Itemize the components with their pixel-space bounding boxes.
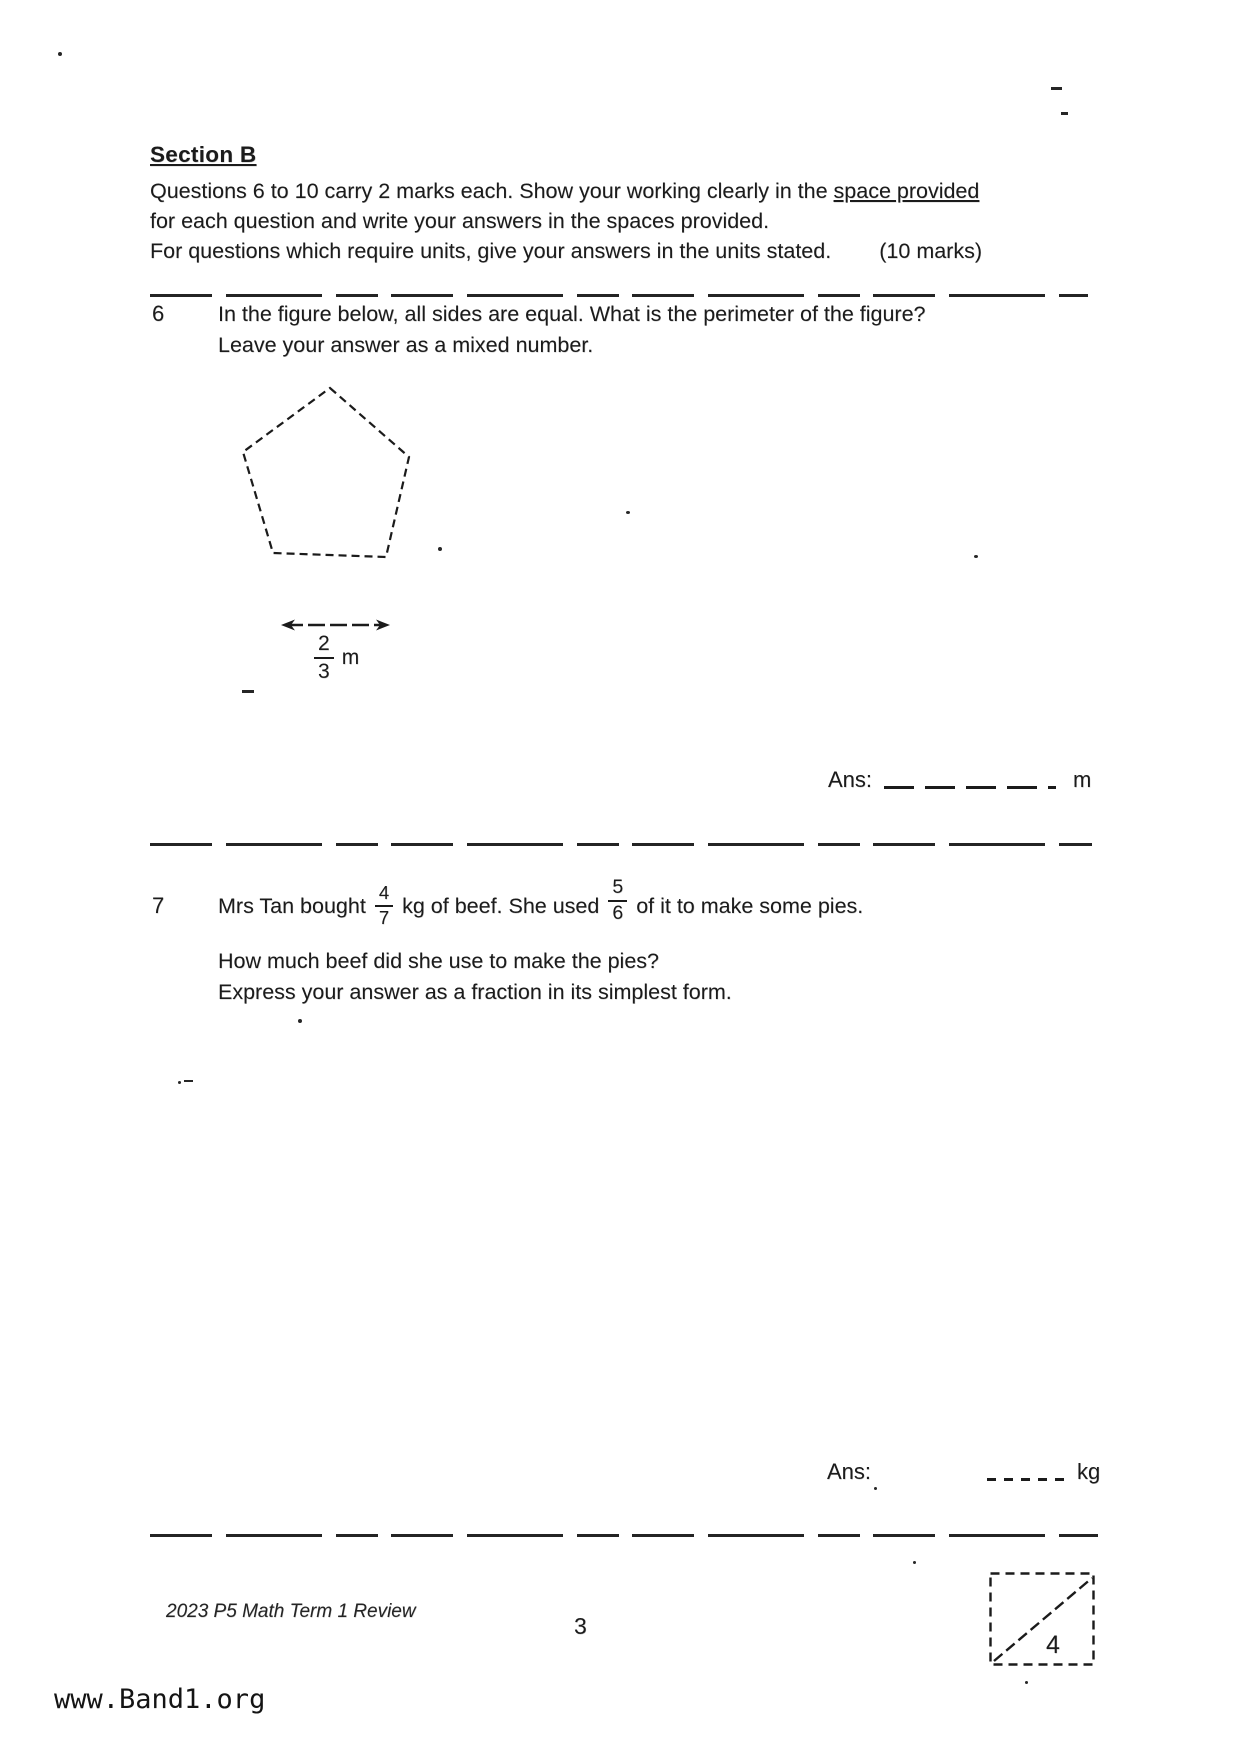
footer-divider (150, 1534, 1098, 1537)
pentagon-figure (228, 378, 428, 640)
scan-artifact (438, 547, 442, 551)
portion-used-fraction (608, 877, 627, 925)
footer-document-title: 2023 P5 Math Term 1 Review (166, 1601, 416, 1622)
scan-artifact (874, 1487, 877, 1490)
question-6-line-1: In the figure below, all sides are equal. What is the perimeter of the figure? (218, 302, 926, 326)
instructions-line-3 (150, 236, 982, 266)
scan-artifact (58, 52, 62, 56)
question-7-answer-row (827, 1459, 1100, 1485)
question-7-line-2: How much beef did she use to make the pies? (218, 949, 660, 973)
question-7-answer-label: Ans: (827, 1459, 872, 1484)
watermark: www.Band1.org (54, 1684, 266, 1715)
instructions-line-1 (150, 176, 982, 206)
question-7-answer-blank (987, 1478, 1071, 1481)
question-7-text (218, 946, 963, 1008)
question-6-answer-label: Ans: (828, 767, 873, 792)
question-divider (150, 843, 1092, 846)
section-header (150, 142, 982, 266)
scan-artifact (242, 690, 254, 693)
instructions-line-2: for each question and write your answers in the spaces provided. (150, 209, 770, 233)
marks-box (988, 1571, 1096, 1667)
portion-used-fraction-numerator: 5 (608, 877, 627, 902)
question-7-text-part-2: kg of beef. She used (402, 893, 600, 918)
pentagon-outline (243, 388, 409, 557)
marks-box-border (991, 1574, 1094, 1665)
portion-used-fraction-denominator: 6 (612, 902, 624, 924)
scan-artifact (178, 1081, 181, 1084)
beef-weight-fraction (375, 883, 393, 928)
scan-artifact (1051, 87, 1062, 90)
side-length-fraction-denominator: 3 (318, 659, 330, 683)
marks-box-diagonal-line (994, 1578, 1092, 1661)
marks-box-value: 4 (1046, 1631, 1060, 1659)
question-6-answer-row (828, 767, 1091, 793)
scan-artifact (1061, 112, 1068, 115)
side-length-fraction (314, 632, 334, 683)
section-divider (150, 294, 1088, 297)
question-6-number: 6 (152, 301, 165, 326)
question-7-line-1 (218, 869, 863, 943)
side-length-label (314, 632, 359, 683)
side-length-unit: m (341, 645, 360, 669)
question-7-text-part-1: Mrs Tan bought (218, 893, 366, 918)
instructions-line-3-text: For questions which require units, give your answers in the units stated. (150, 239, 832, 263)
scan-artifact (626, 511, 630, 514)
scan-artifact (298, 1019, 302, 1023)
beef-weight-fraction-numerator: 4 (375, 883, 393, 907)
section-title: Section B (150, 142, 257, 167)
beef-weight-fraction-denominator: 7 (378, 907, 390, 928)
question-6-answer-blank (884, 786, 1056, 789)
side-length-fraction-numerator: 2 (314, 632, 334, 659)
question-7-answer-unit: kg (1077, 1459, 1101, 1484)
scan-artifact (184, 1080, 193, 1082)
scan-artifact (913, 1561, 916, 1564)
question-6-answer-unit: m (1073, 767, 1092, 792)
instructions-line-1-text: Questions 6 to 10 carry 2 marks each. Show your working clearly in the (150, 179, 834, 203)
question-7-number: 7 (152, 893, 165, 918)
question-7-line-3: Express your answer as a fraction in its simplest form. (218, 980, 732, 1004)
page-number: 3 (574, 1613, 587, 1639)
instructions-line-1-underlined-phrase: space provided (833, 179, 980, 203)
question-6-line-2: Leave your answer as a mixed number. (218, 333, 594, 357)
scan-artifact (1025, 1681, 1028, 1684)
scan-artifact (974, 555, 978, 558)
marks-note: (10 marks) (879, 239, 982, 263)
question-6-text (218, 299, 963, 361)
question-7-text-part-3: of it to make some pies. (636, 893, 864, 918)
